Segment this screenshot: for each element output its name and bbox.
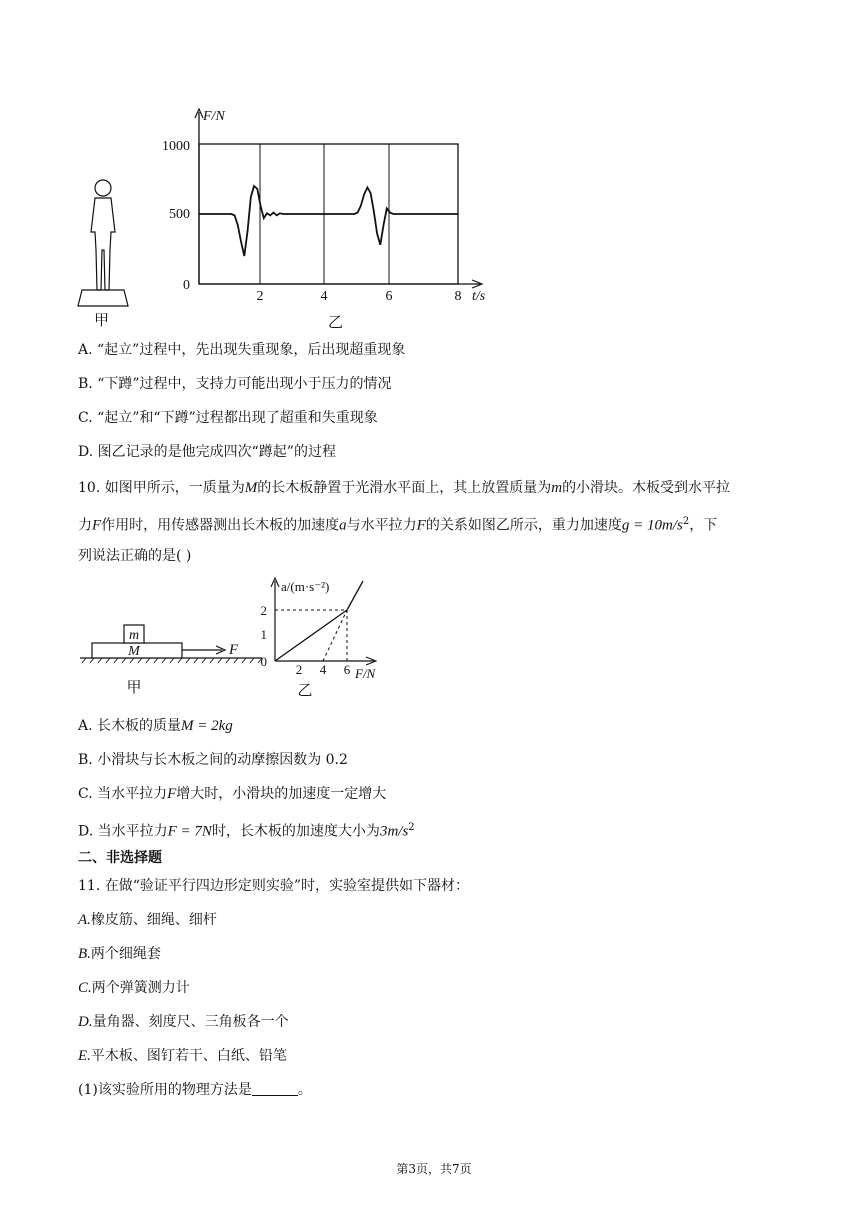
option-10d: D. 当水平拉力F = 7N时，长木板的加速度大小为$3m/s^2$	[78, 822, 415, 840]
section-heading: 二、非选择题	[78, 850, 162, 866]
surface-hatching	[82, 658, 262, 663]
option-9b: B. “下蹲”过程中，支持力可能出现小于压力的情况	[78, 376, 392, 392]
figure1	[60, 100, 510, 340]
af-line-high	[347, 581, 363, 610]
figure1-x-tick-4: 4	[320, 289, 328, 304]
figure1-y-tick-500: 500	[169, 207, 190, 222]
figure1-caption-left: 甲	[94, 313, 110, 329]
figure1-caption-right: 乙	[328, 315, 344, 331]
option-9c: C. “起立”和“下蹲”过程都出现了超重和失重现象	[78, 410, 378, 426]
q11-sub1: (1)该实验所用的物理方法是 。	[78, 1082, 312, 1098]
af-y-tick-2: 2	[260, 603, 267, 618]
answer-blank[interactable]	[252, 1081, 298, 1096]
option-10b: B. 小滑块与长木板之间的动摩擦因数为 0.2	[78, 752, 348, 768]
q11-item-b: B.两个细绳套	[78, 946, 161, 962]
small-block-label: m	[128, 628, 140, 643]
figure1-y-label: F/N	[203, 109, 225, 124]
q10-line1: 10. 如图甲所示，一质量为M的长木板静置于光滑水平面上，其上放置质量为m的小滑块。木板受到水平拉	[78, 480, 731, 496]
q10-line3: 列说法正确的是( )	[78, 548, 192, 564]
q11-intro: 11. 在做“验证平行四边形定则实验”时，实验室提供如下器材：	[78, 878, 470, 894]
af-y-tick-1: 1	[260, 627, 267, 642]
person-figure	[78, 180, 128, 306]
figure2	[72, 575, 402, 705]
figure1-y-tick-1000: 1000	[162, 139, 190, 154]
page-footer: 第3页，共7页	[396, 1162, 472, 1176]
figure2-caption-right: 乙	[297, 683, 313, 699]
figure1-x-tick-6: 6	[385, 289, 393, 304]
force-curve	[199, 186, 458, 256]
figure2-caption-left: 甲	[126, 680, 142, 696]
af-x-tick-2: 2	[295, 662, 303, 677]
force-label: F	[229, 642, 239, 658]
q11-item-a: A.橡皮筋、细绳、细杆	[78, 912, 217, 928]
option-9d: D. 图乙记录的是他完成四次“蹲起”的过程	[78, 444, 336, 460]
af-x-tick-4: 4	[319, 662, 327, 677]
figure1-x-tick-2: 2	[256, 289, 264, 304]
figure1-x-tick-8: 8	[454, 289, 462, 304]
q10-line2: 力F作用时，用传感器测出长木板的加速度a与水平拉力F的关系如图乙所示，重力加速度$g = 10m/s^2$，下	[78, 516, 718, 534]
q11-item-d: D.量角器、刻度尺、三角板各一个	[78, 1014, 289, 1030]
figure1-x-label: t/s	[472, 289, 486, 304]
af-y-tick-0: 0	[260, 654, 267, 669]
q11-item-e: E.平木板、图钉若干、白纸、铅笔	[78, 1048, 287, 1064]
af-line-low	[275, 610, 347, 661]
af-x-label: F/N	[355, 666, 376, 681]
long-board-label: M	[128, 644, 140, 659]
af-x-tick-6: 6	[343, 662, 351, 677]
q11-item-c: C.两个弹簧测力计	[78, 980, 190, 996]
option-9a: A. “起立”过程中，先出现失重现象，后出现超重现象	[78, 342, 406, 358]
option-10c: C. 当水平拉力F增大时，小滑块的加速度一定增大	[78, 786, 387, 802]
option-10a: A. 长木板的质量M = 2kg	[78, 718, 233, 734]
figure1-y-tick-0: 0	[183, 278, 190, 293]
af-dashed-extension	[323, 610, 347, 661]
af-y-label: a/(m·s⁻²)	[281, 579, 330, 594]
